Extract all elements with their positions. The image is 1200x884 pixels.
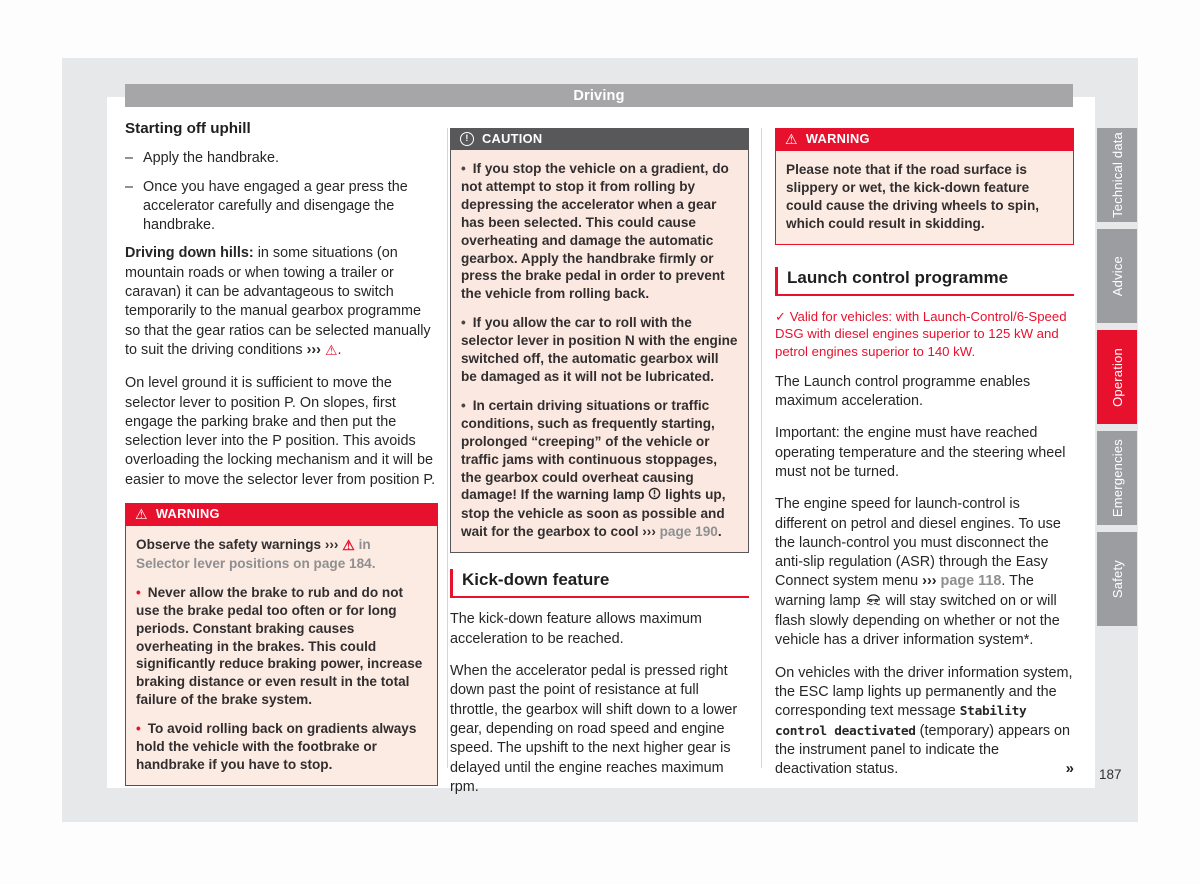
warning-box — [125, 503, 438, 786]
paragraph: Please note that if the road surface is slippery or wet, the kick-down feature could cause the driving wheels to spin, which could result in skidding. — [786, 162, 1040, 231]
warning-box-body — [775, 150, 1074, 245]
bullet-item — [136, 720, 427, 774]
section-heading: Kick-down feature — [450, 569, 749, 596]
bullet-item — [461, 314, 738, 386]
text-run: page 118 — [940, 573, 1002, 590]
caution-box-title: CAUTION — [482, 131, 543, 147]
sidebar-tab-operation — [1097, 330, 1137, 424]
caution-circle-icon — [460, 132, 474, 146]
paragraph: The kick-down feature allows maximum acceleration to be reached. — [450, 611, 702, 647]
caution-box — [450, 128, 749, 553]
paragraph: The Launch control programme enables maximum acceleration. — [775, 373, 1031, 410]
list-item — [125, 149, 438, 168]
gearbox-warning-icon — [648, 487, 661, 505]
chapter-title: Driving — [573, 87, 625, 104]
column-divider — [447, 128, 448, 768]
text-run: in some situations (on mountain roads or when towing a trailer or caravan) it can be advantageous to switch temporarily to the manual gearbox programme so that the gear ratios can be selected manually to suit the driving conditions — [125, 245, 431, 358]
text-run: If you allow the car to roll with the selector lever in position N with the engine switched off, the automatic gearbox will be damaged as it will not be lubricated. — [461, 315, 738, 384]
sidebar-tab-emergencies — [1097, 431, 1137, 525]
column-left — [125, 119, 438, 802]
text-run: . — [337, 341, 342, 358]
text-run: will stay switched on or will flash slowly depending on whether or not the vehicle has a driver information system*. — [775, 592, 1060, 649]
column-divider — [761, 128, 762, 768]
tab-label: Emergencies — [1109, 438, 1125, 518]
warning-box-body — [125, 525, 438, 786]
tab-label: Technical data — [1109, 132, 1125, 218]
text-run: Observe the safety warnings — [136, 537, 325, 553]
paragraph — [775, 495, 1074, 650]
column-middle — [450, 128, 749, 810]
sidebar-tab-technical-data — [1097, 128, 1137, 222]
list-item-text: – Apply the handbrake. — [143, 150, 280, 167]
page-number: 187 — [1099, 767, 1122, 782]
validity-note: ✓ Valid for vehicles: with Launch-Control/6-Speed DSG with diesel engines superior to 125 kW and petrol engines superior to 140 kW. — [775, 308, 1067, 359]
text-run: page 190 — [659, 524, 718, 540]
warning-triangle-icon — [785, 132, 798, 146]
text-run: (temporary) appears on the instrument panel to indicate the deactivation status. — [775, 722, 1071, 778]
warning-box-title: WARNING — [155, 506, 220, 522]
warning-box-title: WARNING — [805, 131, 870, 147]
warning-triangle-icon: ⚠ — [342, 537, 355, 554]
text-run: . — [717, 524, 722, 540]
column-right — [775, 128, 1074, 792]
caution-box-header — [450, 128, 749, 150]
text-run: Driving down hills: — [125, 245, 258, 262]
list-item — [125, 178, 438, 236]
tab-label: Advice — [1109, 255, 1125, 297]
tab-label: Safety — [1109, 559, 1125, 599]
text-run: . The warning lamp — [775, 573, 1034, 609]
tab-label: Operation — [1109, 347, 1125, 407]
warning-box-header — [125, 503, 438, 525]
sidebar-tab-safety — [1097, 532, 1137, 626]
paragraph: Important: the engine must have reached operating temperature and the steering wheel must not be turned. — [775, 425, 1066, 480]
text-run: If you stop the vehicle on a gradient, do not attempt to stop it from rolling by depressing the accelerator when a gear has been selected. This could cause overheating and damage the automatic gearbox. Apply the handbrake firmly or press the brake pedal in order to prevent the vehicle from rolling back. — [461, 161, 729, 302]
warning-triangle-icon — [135, 507, 148, 521]
section-heading-rule — [450, 569, 749, 598]
sidebar-tab-advice — [1097, 229, 1137, 323]
paragraph — [136, 536, 427, 573]
section-heading: Launch control programme — [775, 267, 1074, 294]
paragraph — [125, 244, 438, 361]
subsection-heading: Starting off uphill — [125, 120, 251, 137]
chapter-title-bar — [125, 84, 1073, 107]
text-run: To avoid rolling back on gradients always hold the vehicle with the footbrake or handbrake if you have to stop. — [136, 721, 417, 773]
text-run: ››› — [324, 537, 343, 553]
section-heading-rule — [775, 267, 1074, 296]
warning-box — [775, 128, 1074, 245]
warning-box-header — [775, 128, 1074, 150]
text-run: Never allow the brake to rub and do not use the brake pedal too often or for long periods. Constant braking causes overheating in the brakes. This could significantly reduce braking power, increase braking distance or even result in the total failure of the brake system. — [136, 584, 423, 708]
esc-lamp-icon — [865, 593, 882, 612]
warning-triangle-icon: ⚠ — [324, 341, 338, 358]
text-run: Stability control deactivated — [775, 704, 1027, 739]
caution-box-body — [450, 150, 749, 553]
paragraph: On level ground it is sufficient to move the selector lever to position P. On slopes, first engage the parking brake and then put the selection lever into the P position. This avoids overloading the locking mechanism and it will be easier to move the selector lever from position P. — [125, 375, 436, 488]
bullet-item — [461, 397, 738, 541]
bullet-item — [461, 160, 738, 303]
text-run: On vehicles with the driver information system, the ESC lamp lights up permanently and the corresponding text message — [775, 664, 1073, 720]
paragraph — [775, 664, 1074, 780]
paragraph: When the accelerator pedal is pressed right down past the point of resistance at full throttle, the gearbox will shift down to a lower gear, depending on road speed and engine speed. The upshift to the next higher gear is delayed until the engine reaches maximum rpm. — [450, 663, 738, 795]
text-run: in Selector lever positions on page 184. — [136, 537, 376, 571]
continuation-marker: » — [1065, 760, 1074, 778]
text-run: ››› — [922, 573, 941, 590]
text-run: ››› — [306, 341, 325, 358]
paragraph-text — [775, 665, 1073, 777]
text-run: In certain driving situations or traffic conditions, such as frequently starting, prolonged “creeping” of the vehicle or traffic jams with continuous stoppages, the gearbox could overheat causing damage! If the warning lamp — [461, 397, 718, 503]
text-run: lights up, stop the vehicle as soon as possible and wait for the gearbox to cool — [461, 487, 726, 540]
list-item-text: – Once you have engaged a gear press the accelerator carefully and disengage the handbrake. — [143, 178, 408, 234]
text-run: The engine speed for launch-control is different on petrol and diesel engines. To use the launch-control you must disconnect the anti-slip regulation (ASR) through the Easy Connect system menu — [775, 496, 1061, 590]
text-run: ››› — [642, 524, 660, 540]
bullet-item — [136, 584, 427, 709]
